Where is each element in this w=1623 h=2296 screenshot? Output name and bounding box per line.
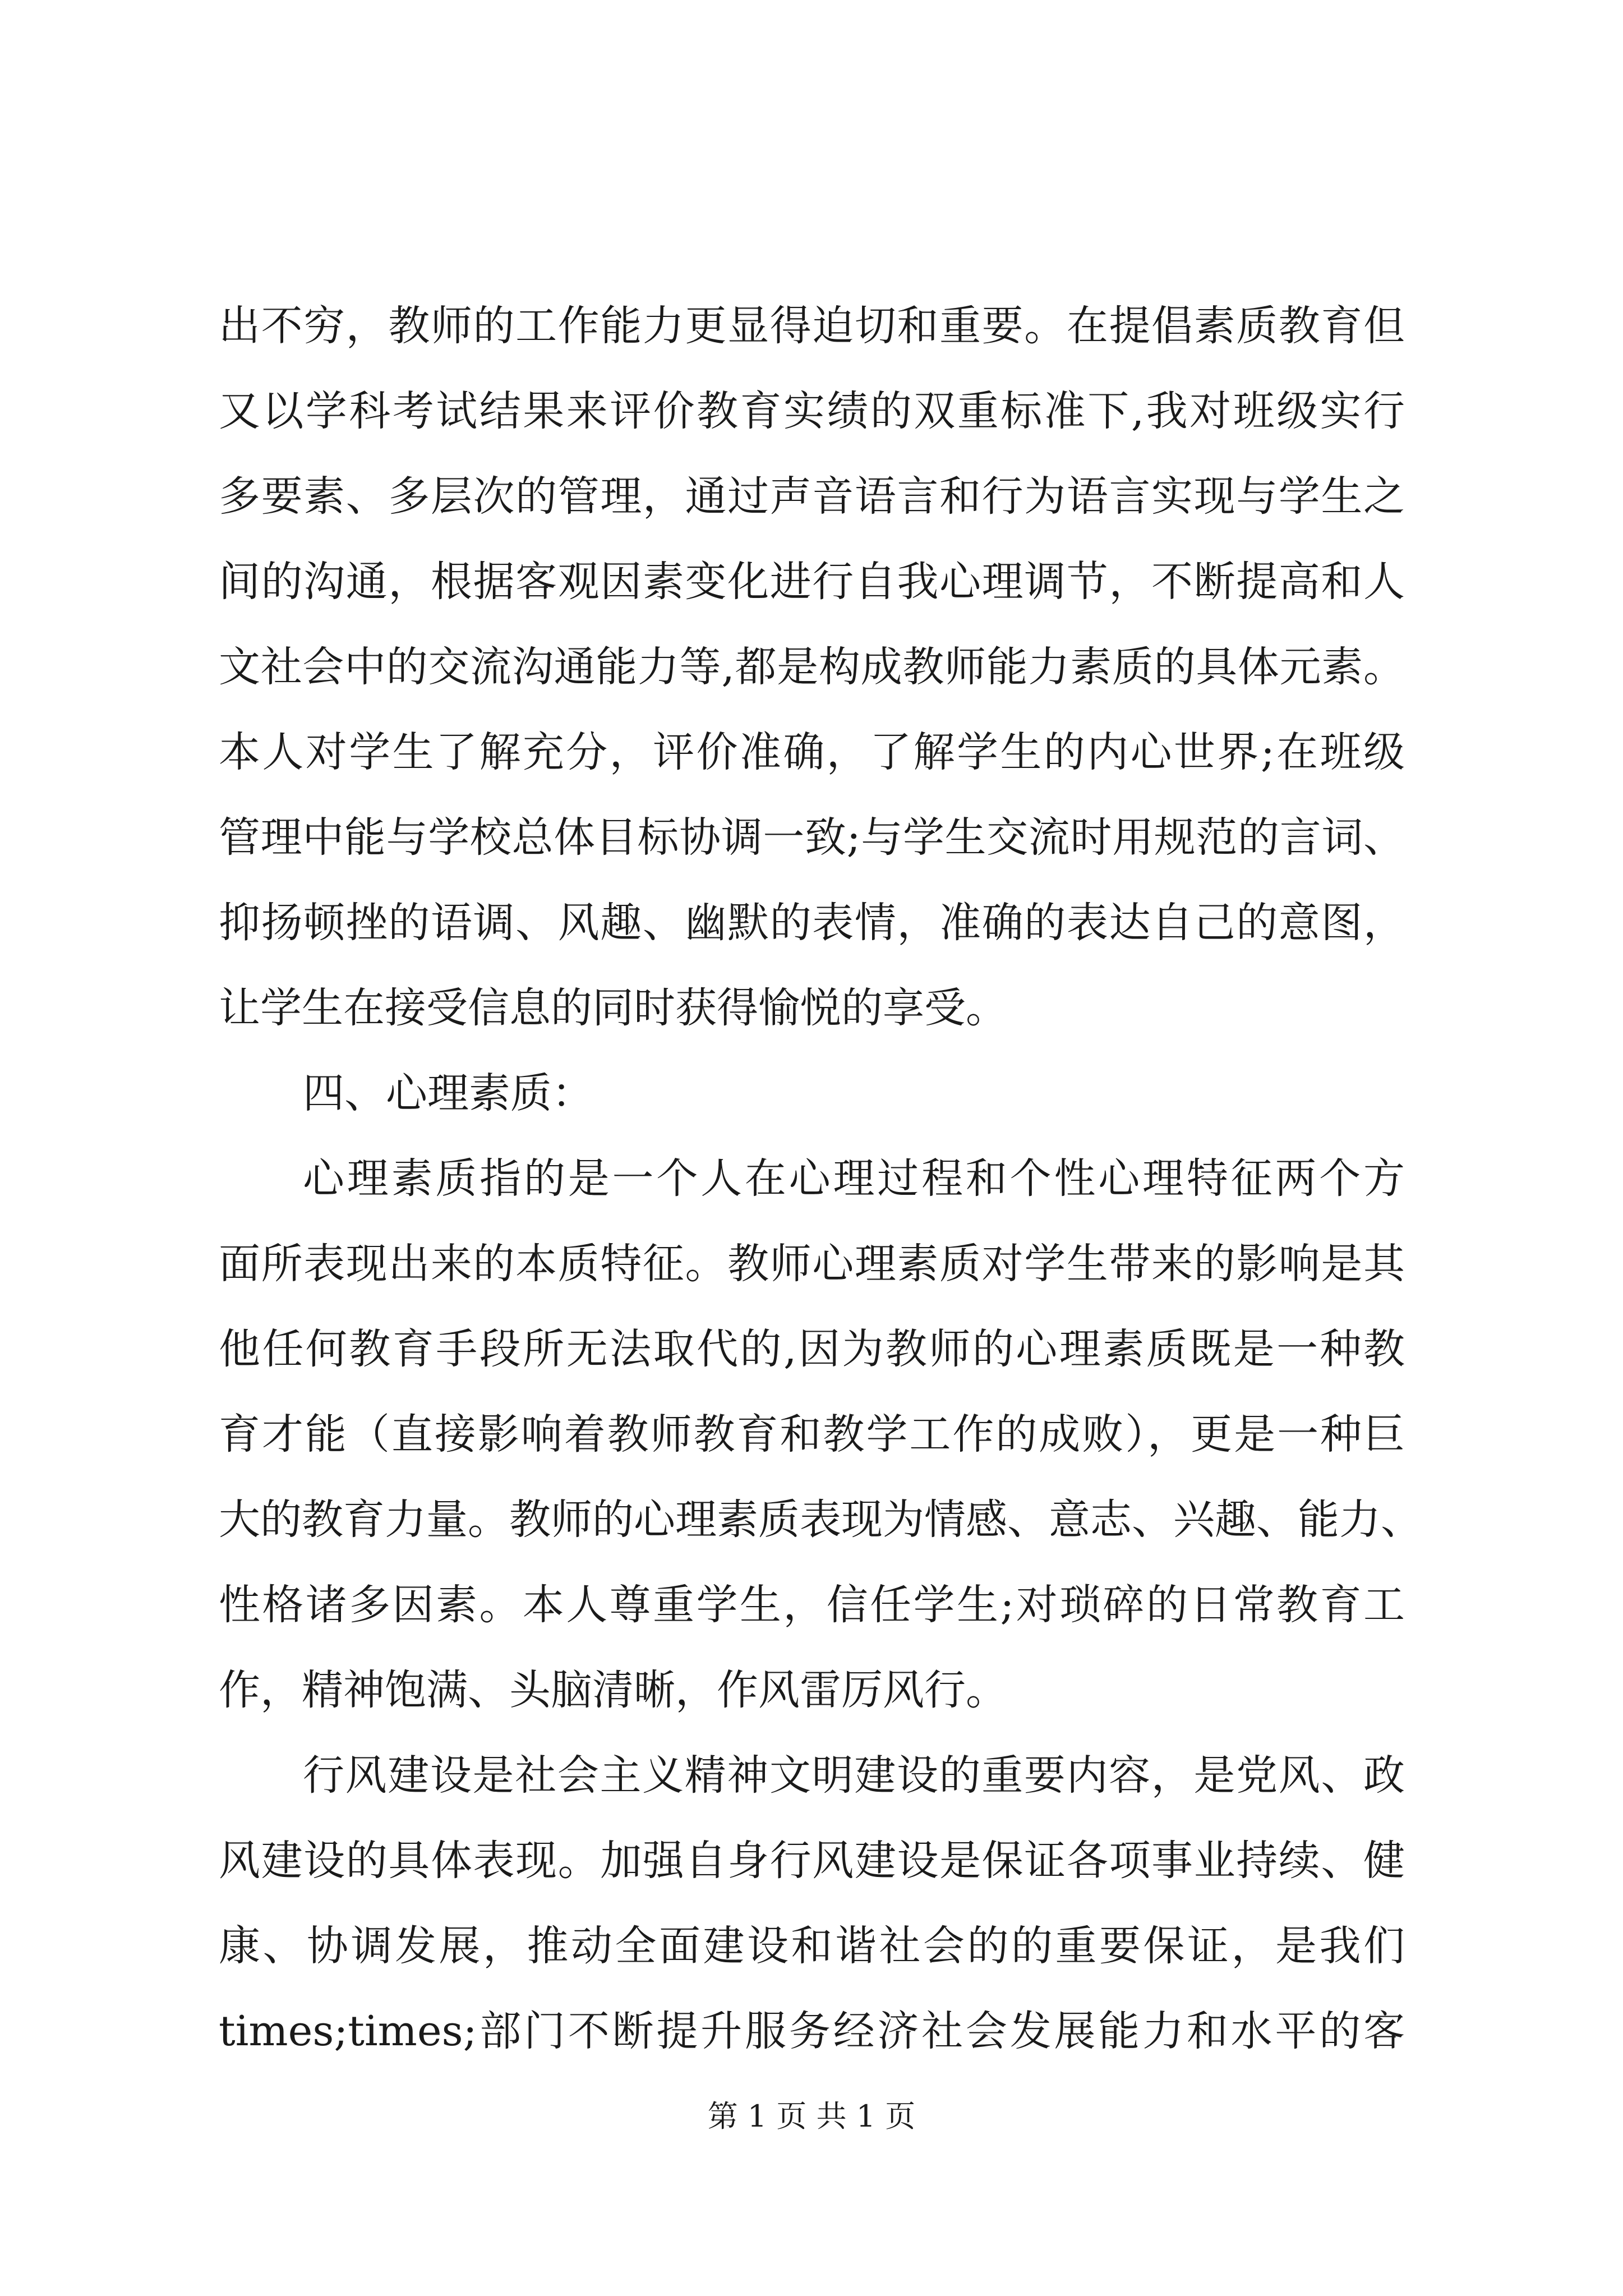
text-line: 本人对学生了解充分，评价准确，了解学生的内心世界;在班级 [219,728,1405,776]
text-line: 文社会中的交流沟通能力等,都是构成教师能力素质的具体元素。 [219,643,1405,691]
text-line: 面所表现出来的本质特征。教师心理素质对学生带来的影响是其 [219,1240,1405,1288]
text-line: times;times;部门不断提升服务经济社会发展能力和水平的客 [219,2007,1405,2055]
page-number: 第 1 页 共 1 页 [707,2099,916,2134]
text-line: 间的沟通，根据客观因素变化进行自我心理调节，不断提高和人 [219,558,1405,606]
text-line: 他任何教育手段所无法取代的,因为教师的心理素质既是一种教 [219,1325,1405,1373]
page-footer [0,2092,1623,2136]
text-line: 管理中能与学校总体目标协调一致;与学生交流时用规范的言词、 [219,813,1405,862]
text-line: 多要素、多层次的管理，通过声音语言和行为语言实现与学生之 [219,472,1405,521]
text-line: 让学生在接受信息的同时获得愉悦的享受。 [219,984,1007,1032]
text-line: 作，精神饱满、头脑清晰，作风雷厉风行。 [219,1666,1007,1714]
text-line: 风建设的具体表现。加强自身行风建设是保证各项事业持续、健 [219,1837,1405,1885]
text-line: 育才能（直接影响着教师教育和教学工作的成败），更是一种巨 [219,1410,1405,1458]
text-line: 大的教育力量。教师的心理素质表现为情感、意志、兴趣、能力、 [219,1496,1422,1544]
text-line: 行风建设是社会主义精神文明建设的重要内容，是党风、政 [303,1751,1405,1800]
section-heading: 四、心理素质： [303,1069,593,1117]
text-line: 心理素质指的是一个人在心理过程和个性心理特征两个方 [303,1154,1405,1203]
text-line: 又以学科考试结果来评价教育实绩的双重标准下,我对班级实行 [219,387,1405,435]
document-body [219,283,1422,2074]
text-line: 抑扬顿挫的语调、风趣、幽默的表情，准确的表达自己的意图， [219,899,1405,947]
text-line: 康、协调发展，推动全面建设和谐社会的的重要保证，是我们 [219,1922,1405,1970]
text-line: 性格诸多因素。本人尊重学生，信任学生;对琐碎的日常教育工 [219,1581,1405,1629]
text-line: 出不穷，教师的工作能力更显得迫切和重要。在提倡素质教育但 [219,302,1405,350]
